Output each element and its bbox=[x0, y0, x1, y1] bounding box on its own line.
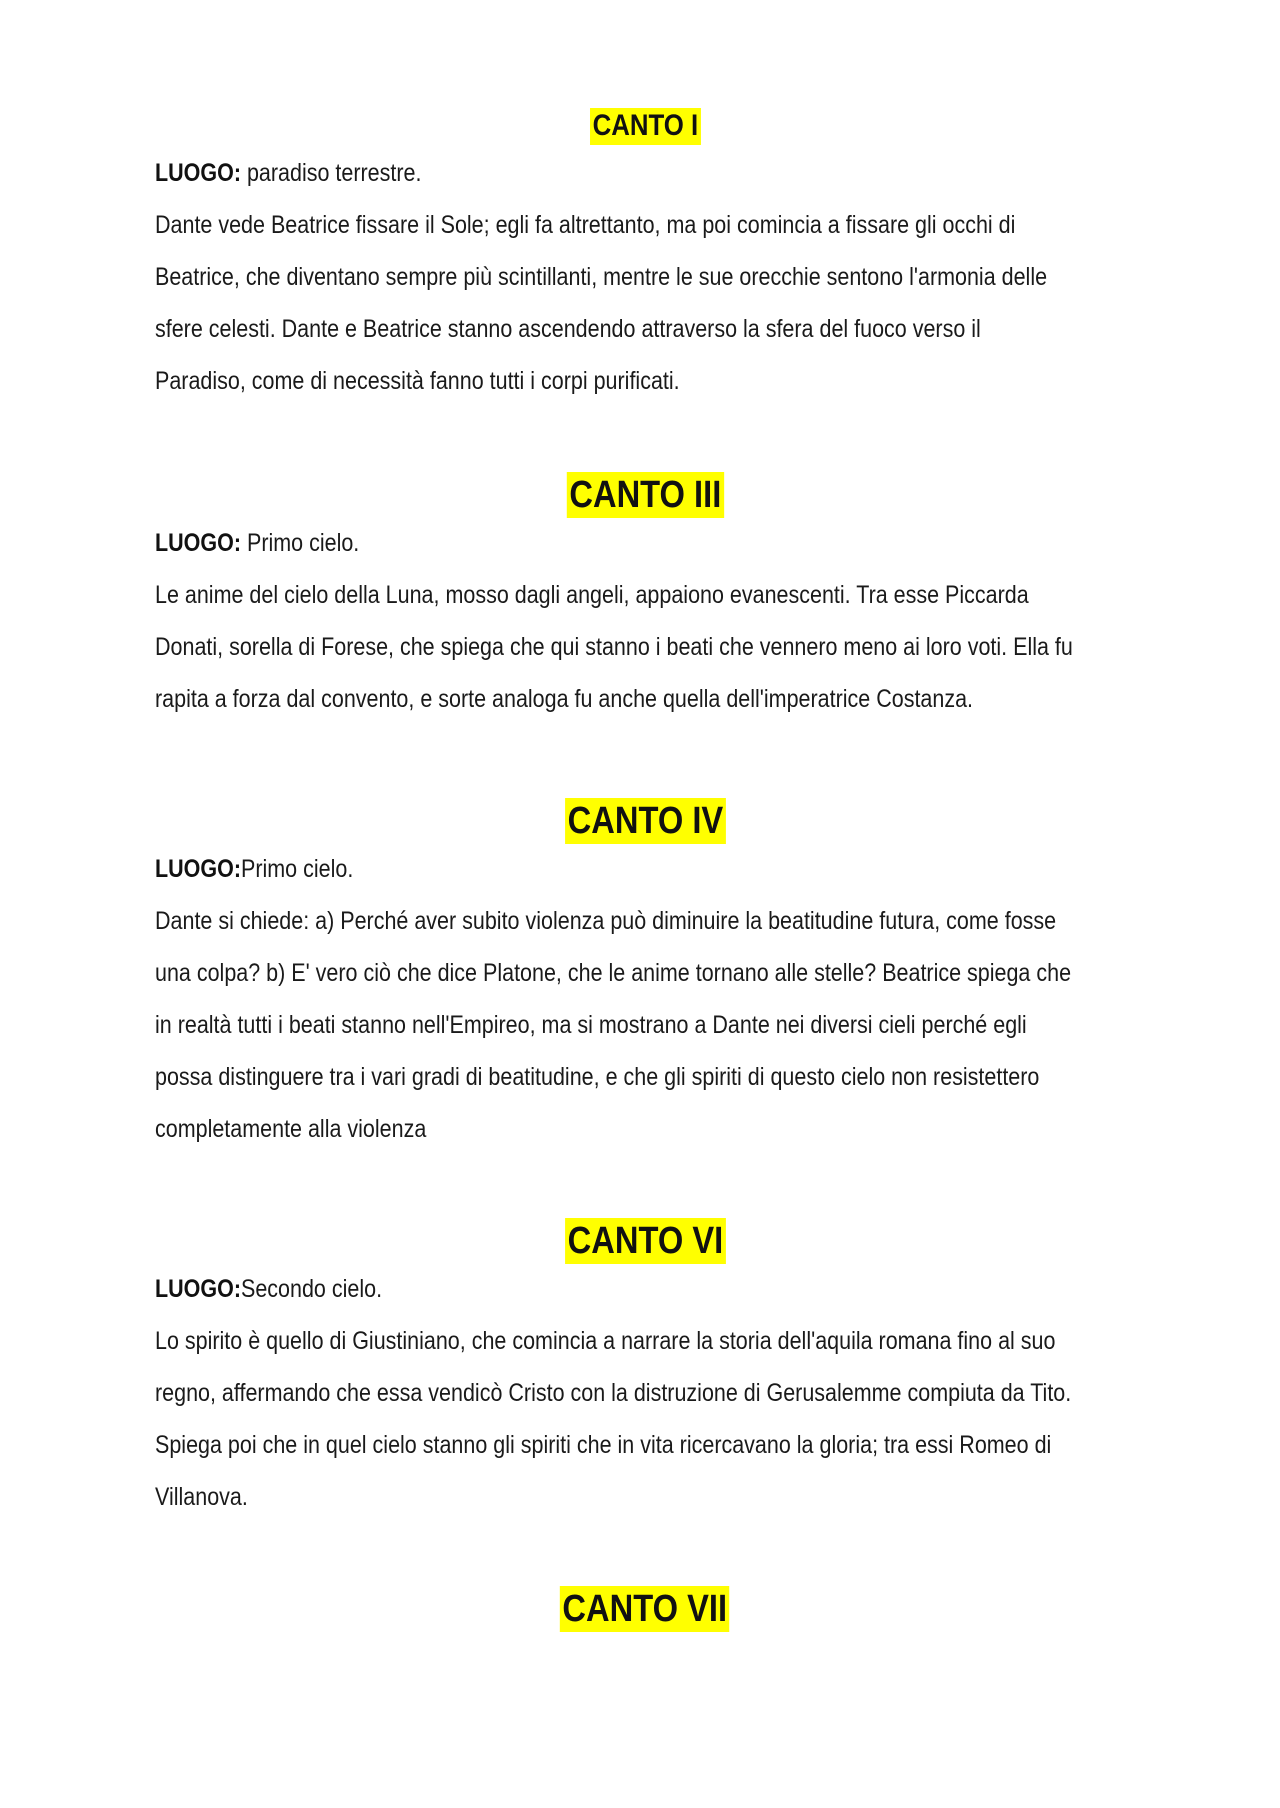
paragraph-line: Spiega poi che in quel cielo stanno gli spiriti che in vita ricercavano la gloria; tra essi Romeo di bbox=[155, 1431, 1052, 1460]
paragraph-line: completamente alla violenza bbox=[155, 1115, 427, 1144]
luogo-label: LUOGO: bbox=[155, 1275, 241, 1304]
canto-section-4 bbox=[155, 798, 1135, 1155]
luogo-line bbox=[155, 1263, 998, 1315]
paragraph-line: Villanova. bbox=[155, 1483, 248, 1512]
canto-heading-row bbox=[155, 1586, 1135, 1632]
luogo-line bbox=[155, 843, 998, 895]
paragraph-line: una colpa? b) E' vero ciò che dice Platone, che le anime tornano alle stelle? Beatrice spiega che bbox=[155, 959, 1072, 988]
paragraph-line: Dante si chiede: a) Perché aver subito violenza può diminuire la beatitudine futura, come fosse bbox=[155, 907, 1057, 936]
luogo-value: Primo cielo. bbox=[241, 855, 354, 884]
luogo-label: LUOGO: bbox=[155, 158, 241, 187]
paragraph-line: in realtà tutti i beati stanno nell'Empireo, ma si mostrano a Dante nei diversi cieli perché egli bbox=[155, 1011, 1027, 1040]
canto-heading-row bbox=[155, 798, 1135, 844]
canto-heading-row bbox=[155, 108, 1135, 145]
paragraph-line: sfere celesti. Dante e Beatrice stanno ascendendo attraverso la sfera del fuoco verso il bbox=[155, 314, 981, 343]
canto-title: CANTO I bbox=[590, 108, 701, 145]
luogo-label: LUOGO: bbox=[155, 855, 241, 884]
luogo-label: LUOGO: bbox=[155, 529, 241, 558]
luogo-value: Primo cielo. bbox=[241, 529, 360, 558]
paragraph-line: Donati, sorella di Forese, che spiega che qui stanno i beati che vennero meno ai loro voti. Ella fu bbox=[155, 633, 1073, 662]
paragraph-line: Lo spirito è quello di Giustiniano, che comincia a narrare la storia dell'aquila romana fino al suo bbox=[155, 1327, 1056, 1356]
canto-heading-row bbox=[155, 472, 1135, 518]
luogo-value: paradiso terrestre. bbox=[241, 158, 422, 187]
canto-section-3 bbox=[155, 472, 1135, 725]
luogo-line bbox=[155, 517, 998, 569]
paragraph-line: Dante vede Beatrice fissare il Sole; egli fa altrettanto, ma poi comincia a fissare gli occhi di bbox=[155, 210, 1016, 239]
canto-heading-row bbox=[155, 1218, 1135, 1264]
canto-title: CANTO IV bbox=[565, 798, 726, 844]
canto-section-6 bbox=[155, 1218, 1135, 1523]
canto-title: CANTO VI bbox=[565, 1218, 726, 1264]
paragraph-line: regno, affermando che essa vendicò Cristo con la distruzione di Gerusalemme compiuta da Tito. bbox=[155, 1379, 1072, 1408]
luogo-value: Secondo cielo. bbox=[241, 1275, 383, 1304]
paragraph-line: possa distinguere tra i vari gradi di beatitudine, e che gli spiriti di questo cielo non resistettero bbox=[155, 1063, 1040, 1092]
canto-section-1 bbox=[155, 108, 1135, 407]
canto-title: CANTO III bbox=[566, 472, 723, 518]
luogo-line bbox=[155, 147, 998, 199]
canto-section-7 bbox=[155, 1586, 1135, 1632]
paragraph-line: Beatrice, che diventano sempre più scintillanti, mentre le sue orecchie sentono l'armonia delle bbox=[155, 262, 1048, 291]
canto-title: CANTO VII bbox=[560, 1586, 730, 1632]
paragraph-line: Le anime del cielo della Luna, mosso dagli angeli, appaiono evanescenti. Tra esse Piccarda bbox=[155, 581, 1029, 610]
paragraph-line: Paradiso, come di necessità fanno tutti i corpi purificati. bbox=[155, 366, 680, 395]
paragraph-line: rapita a forza dal convento, e sorte analoga fu anche quella dell'imperatrice Costanza. bbox=[155, 685, 974, 714]
